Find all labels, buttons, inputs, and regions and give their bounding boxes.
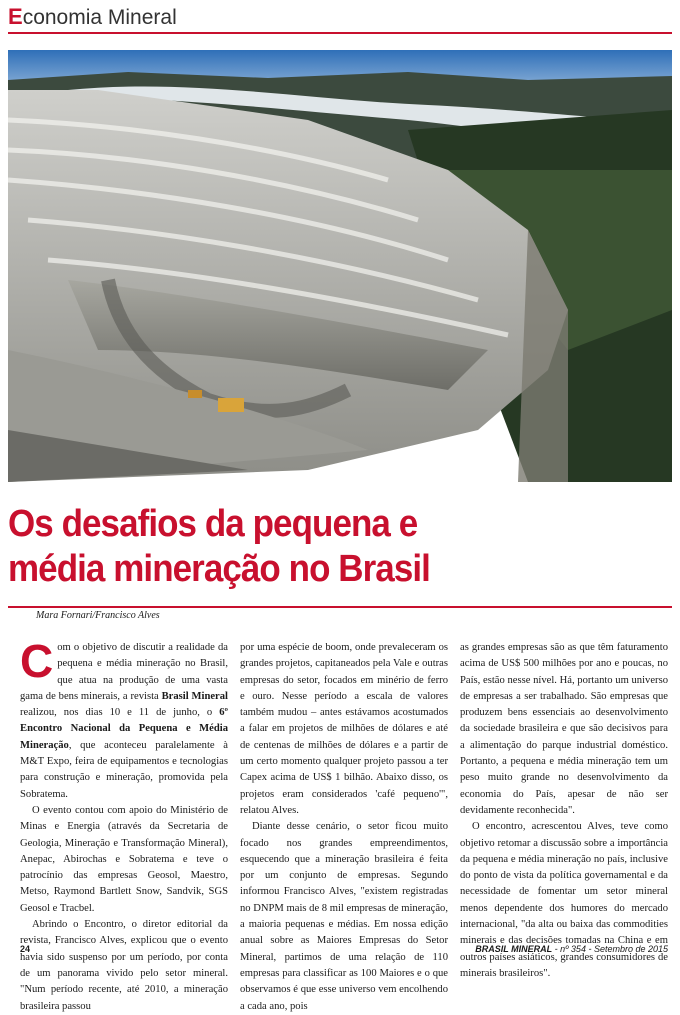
headline-line-1: Os desafios da pequena e [8, 503, 418, 545]
section-title: conomia Mineral [22, 6, 177, 29]
page-footer [20, 944, 668, 958]
paragraph: O evento contou com apoio do Ministério de Minas e Energia (através da Secretaria de Geologia, Mineração e Transformação Mineral), Anepac, Abirochas e Sobratema e teve o patrocínio das empresas Geosol, Maestro, Metso, Raymond Bartlett Snow, Sandvik, SGS Geosol e Tracbel. [20, 804, 228, 914]
headline-line-2: média mineração no Brasil [8, 548, 430, 590]
column-2 [240, 640, 449, 1012]
page-number: 24 [20, 944, 31, 954]
paragraph: Diante desse cenário, o setor ficou muito focado nos grandes empreendimentos, esquecendo que a mineração brasileira é feita por um conjunto de empresas. Segundo informou Francisco Alves, "existem registradas no DNPM mais de 8 mil empresas de mineração, a maioria pequenas e médias. Em nossa edição anual sobre as Maiores Empresas do Setor Mineral, partimos de uma relação de 110 empresas para classificar as 100 Maiores e o que observamos é que esse universo vem encolhendo a cada ano, pois [240, 821, 449, 1012]
paragraph: O encontro, acrescentou Alves, teve como objetivo retomar a discussão sobre a importância da pequena e média mineração no país, inclusive do ponto de vista da política governamental e da necessidade de fomentar um setor mineral menos dependente dos humores do mercado internacional, "da alta ou baixa das commodities minerais e das decisões tomadas na China e em outros países asiáticos, grandes consumidores de minerais brasileiros". [460, 821, 668, 979]
magazine-name: BRASIL MINERAL [475, 944, 553, 954]
section-header [8, 4, 672, 32]
paragraph: Abrindo o Encontro, o diretor editorial da revista, Francisco Alves, explicou que o evento havia sido suspenso por um período, por conta de um panorama vivido pelo setor mineral. "Num período recente, até 2010, a mineração brasileira passou [20, 919, 228, 1012]
headline [8, 502, 619, 592]
byline: Mara Fornari/Francisco Alves [36, 610, 160, 621]
issue-info: - nº 354 - Setembro de 2015 [552, 944, 668, 954]
paragraph: as grandes empresas são as que têm faturamento acima de US$ 500 milhões por ano e poucas, no País, estão nesse nível. Há, portanto um universo de empresas a ser trabalhado. São empresas que produzem bens essenciais ao desenvolvimento da sociedade brasileira e que são decisivos para a alimentação do parque industrial doméstico. Portanto, a pequena e média mineração tem um peso muito grande no desenvolvimento da economia do País, apesar de não ser devidamente reconhecida". [460, 642, 668, 816]
quarry-photo [8, 50, 672, 482]
paragraph: Com o objetivo de discutir a realidade da pequena e média mineração no Brasil, que atua na produção de uma vasta gama de bens minerais, a revista Brasil Mineral realizou, nos dias 10 e 11 de junho, o 6º Encontro Nacional da Pequena e Média Mineração, que aconteceu paralelamente à M&T Expo, feira de equipamentos e tecnologias para construção e mineração, promovida pela Sobratema. [20, 635, 228, 800]
paragraph: por uma espécie de boom, onde prevaleceram os grandes projetos, capitaneados pela Vale e outras empresas do setor, focados em minério de ferro e ouro. Nesse período a escala de valores também mudou – antes estávamos acostumados a falar em projetos de milhões de dólares e até de centenas de milhões de dólares e a partir de um certo momento qualquer projeto passou a ter Capex acima de US$ 1 bilhão. Abaixo disso, os projetos eram considerados 'café pequeno'", relatou Alves. [240, 642, 448, 816]
drop-cap: C [20, 635, 54, 687]
magazine-credit [475, 944, 668, 954]
section-initial: E [8, 4, 23, 29]
header-rule [8, 32, 672, 34]
byline-rule [8, 606, 672, 608]
